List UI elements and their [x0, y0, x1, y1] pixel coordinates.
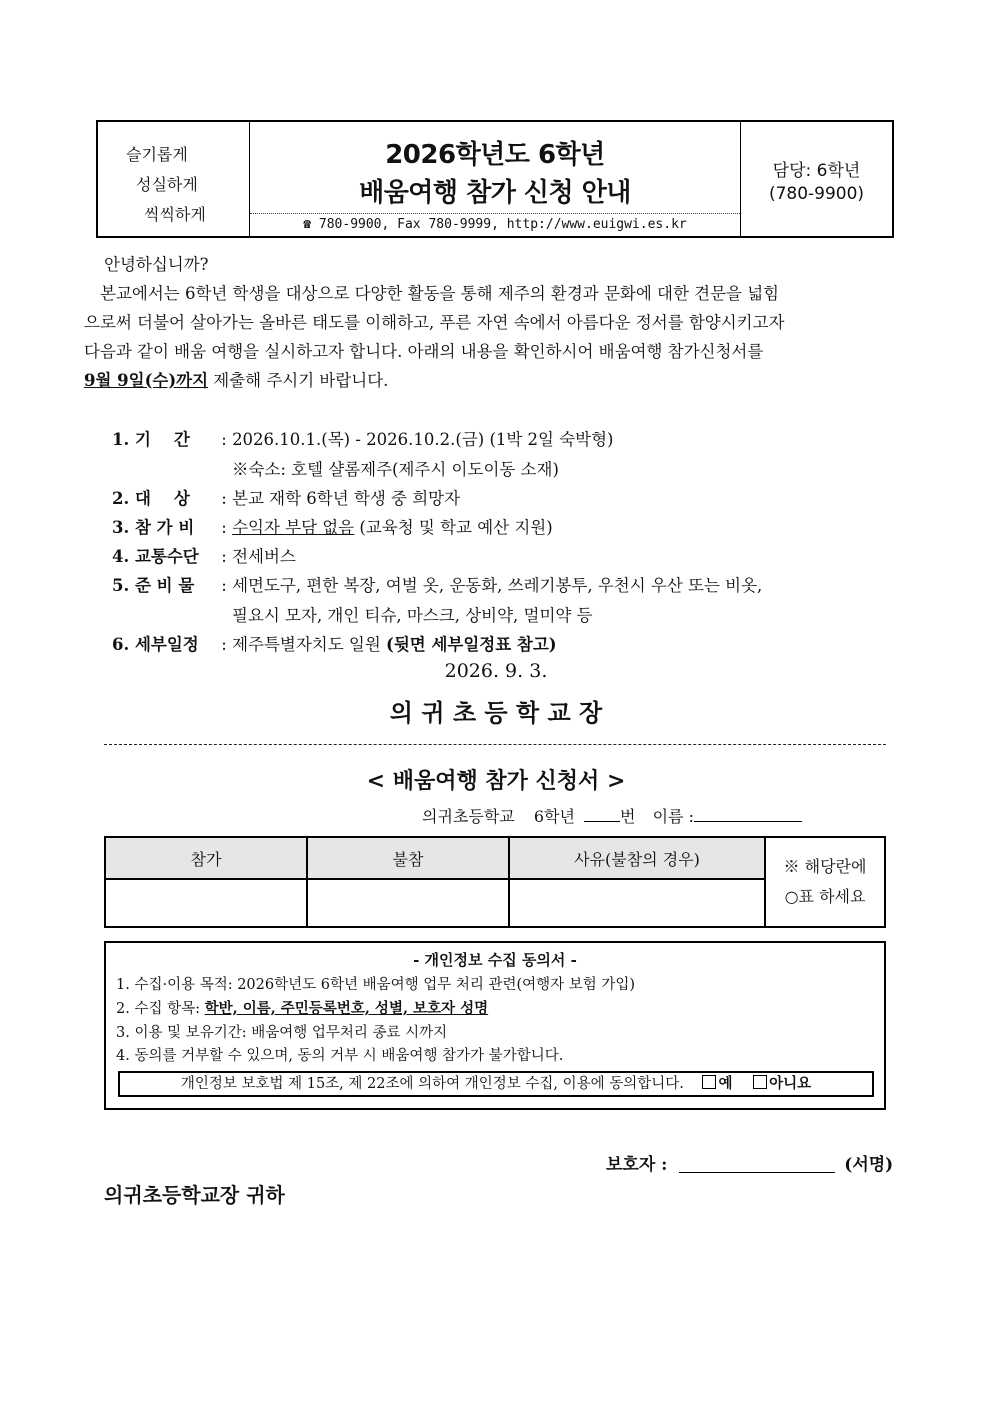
- sign-label: (서명): [844, 1155, 894, 1175]
- privacy-item: 1. 수집·이용 목적: 2026학년도 6학년 배움여행 업무 처리 관련(여행자 보험 가입): [116, 977, 636, 993]
- detail-value-bold: (뒷면 세부일정표 참고): [386, 635, 557, 654]
- document-date: 2026. 9. 3.: [444, 660, 548, 682]
- consent-no-option[interactable]: [753, 1076, 811, 1092]
- consent-text: 개인정보 보호법 제 15조, 제 22조에 의하여 개인정보 수집, 이용에 동의합니다.: [180, 1076, 684, 1092]
- privacy-item: [116, 997, 488, 1018]
- intro-line: 다음과 같이 배움 여행을 실시하고자 합니다. 아래의 내용을 확인하시어 배움여행 참가신청서를: [84, 342, 764, 361]
- reason-cell[interactable]: [509, 879, 765, 927]
- header-title-area: [250, 122, 741, 236]
- guardian-signature-line: [606, 1150, 893, 1175]
- table-note: [765, 837, 885, 927]
- consent-line: [118, 1071, 874, 1097]
- class-number-field[interactable]: [584, 821, 620, 822]
- header-box: [96, 120, 894, 238]
- intro-line-rest: 제출해 주시기 바랍니다.: [208, 371, 389, 390]
- detail-value: (교육청 및 학교 예산 지원): [354, 518, 553, 537]
- privacy-title: - 개인정보 수집 동의서 -: [413, 951, 577, 969]
- detail-label: 1. 기 간: [112, 430, 190, 449]
- consent-yes-option[interactable]: [702, 1076, 732, 1092]
- privacy-item: 3. 이용 및 보유기간: 배움여행 업무처리 종료 시까지: [116, 1025, 448, 1041]
- cut-line: [104, 744, 886, 745]
- motto-line: 씩씩하게: [144, 205, 206, 224]
- privacy-consent-box: [104, 941, 886, 1110]
- intro-line: 본교에서는 6학년 학생을 대상으로 다양한 활동을 통해 제주의 환경과 문화에 대한 견문을 넓힘: [100, 284, 780, 303]
- detail-value: 전세버스: [232, 547, 296, 566]
- grade: 6학년: [533, 807, 575, 826]
- column-header-reason: 사유(불참의 경우): [509, 837, 765, 879]
- manager-label: 담당: 6학년: [772, 161, 861, 181]
- privacy-item-prefix: 2. 수집 항목:: [116, 1001, 205, 1017]
- detail-label: 4. 교통수단: [112, 547, 199, 566]
- detail-value: 제주특별자치도 일원: [232, 635, 387, 654]
- school-name: 의귀초등학교: [422, 807, 515, 826]
- detail-value: 세면도구, 편한 복장, 여벌 옷, 운동화, 쓰레기봉투, 우천시 우산 또는 비옷,: [232, 576, 763, 595]
- detail-value: 본교 재학 6학년 학생 중 희망자: [232, 489, 461, 508]
- detail-sub: ※숙소: 호텔 샬롬제주(제주시 이도이동 소재): [232, 460, 559, 479]
- deadline: 9월 9일(수)까지: [84, 371, 209, 390]
- motto-line: 슬기롭게: [126, 145, 188, 164]
- join-cell[interactable]: [105, 879, 307, 927]
- intro-line: [84, 366, 388, 396]
- checkbox-icon[interactable]: [753, 1075, 767, 1089]
- detail-label: 3. 참 가 비: [112, 518, 195, 537]
- detail-label: 5. 준 비 물: [112, 576, 195, 595]
- checkbox-icon[interactable]: [702, 1075, 716, 1089]
- detail-label: 2. 대 상: [112, 489, 190, 508]
- note-line: ※ 해당란에: [783, 857, 867, 876]
- school-motto: [98, 122, 250, 236]
- detail-row-target: 2. 대 상 : 본교 재학 6학년 학생 중 희망자: [112, 485, 460, 509]
- greeting: 안녕하십니까?: [104, 255, 209, 274]
- detail-label: 6. 세부일정: [112, 635, 199, 654]
- note-line: ○표 하세요: [784, 887, 866, 906]
- guardian-label: 보호자 :: [606, 1155, 668, 1175]
- manager-info: [741, 122, 892, 236]
- guardian-signature-field[interactable]: [679, 1172, 835, 1173]
- detail-row-transport: 4. 교통수단 : 전세버스: [112, 543, 296, 567]
- contact-info: ☎ 780-9900, Fax 780-9999, http://www.euigwi.es.kr: [250, 213, 740, 236]
- column-header-absent: 불참: [307, 837, 509, 879]
- form-title: < 배움여행 참가 신청서 >: [366, 768, 626, 794]
- intro-line: 으로써 더불어 살아가는 올바른 태도를 이해하고, 푸른 자연 속에서 아름다운 정서를 함양시키고자: [84, 313, 785, 332]
- name-label: 이름 :: [652, 807, 694, 826]
- detail-value: 2026.10.1.(목) - 2026.10.2.(금) (1박 2일 숙박형): [232, 430, 614, 449]
- number-suffix: 번: [620, 807, 636, 826]
- page-subtitle: 배움여행 참가 신청 안내: [359, 178, 631, 208]
- detail-sub: 필요시 모자, 개인 티슈, 마스크, 상비약, 멀미약 등: [232, 606, 593, 625]
- principal-name: 의 귀 초 등 학 교 장: [389, 698, 603, 727]
- absent-cell[interactable]: [307, 879, 509, 927]
- participation-table: [104, 836, 886, 928]
- addressee: 의귀초등학교장 귀하: [104, 1183, 285, 1207]
- column-header-join: 참가: [105, 837, 307, 879]
- privacy-item-fields: 학반, 이름, 주민등록번호, 성별, 보호자 성명: [204, 1000, 489, 1017]
- detail-value-underlined: 수익자 부담 없음: [232, 518, 355, 537]
- manager-phone: (780-9900): [768, 184, 865, 204]
- detail-row-period: 1. 기 간 : 2026.10.1.(목) - 2026.10.2.(금) (1박 2일 숙박형): [112, 426, 614, 450]
- motto-line: 성실하게: [136, 175, 198, 194]
- privacy-item: 4. 동의를 거부할 수 있으며, 동의 거부 시 배움여행 참가가 불가합니다.: [116, 1048, 564, 1064]
- consent-no-label: 아니요: [769, 1075, 812, 1092]
- detail-row-schedule: 6. 세부일정 : 제주특별자치도 일원 (뒷면 세부일정표 참고): [112, 631, 557, 655]
- student-info-line: [422, 804, 802, 827]
- detail-row-fee: 3. 참 가 비 : 수익자 부담 없음 (교육청 및 학교 예산 지원): [112, 514, 553, 538]
- consent-yes-label: 예: [718, 1075, 733, 1092]
- student-name-field[interactable]: [694, 821, 802, 822]
- page-title: 2026학년도 6학년: [385, 140, 605, 170]
- detail-row-supplies: 5. 준 비 물 : 세면도구, 편한 복장, 여벌 옷, 운동화, 쓰레기봉투, 우천시 우산 또는 비옷,: [112, 572, 762, 596]
